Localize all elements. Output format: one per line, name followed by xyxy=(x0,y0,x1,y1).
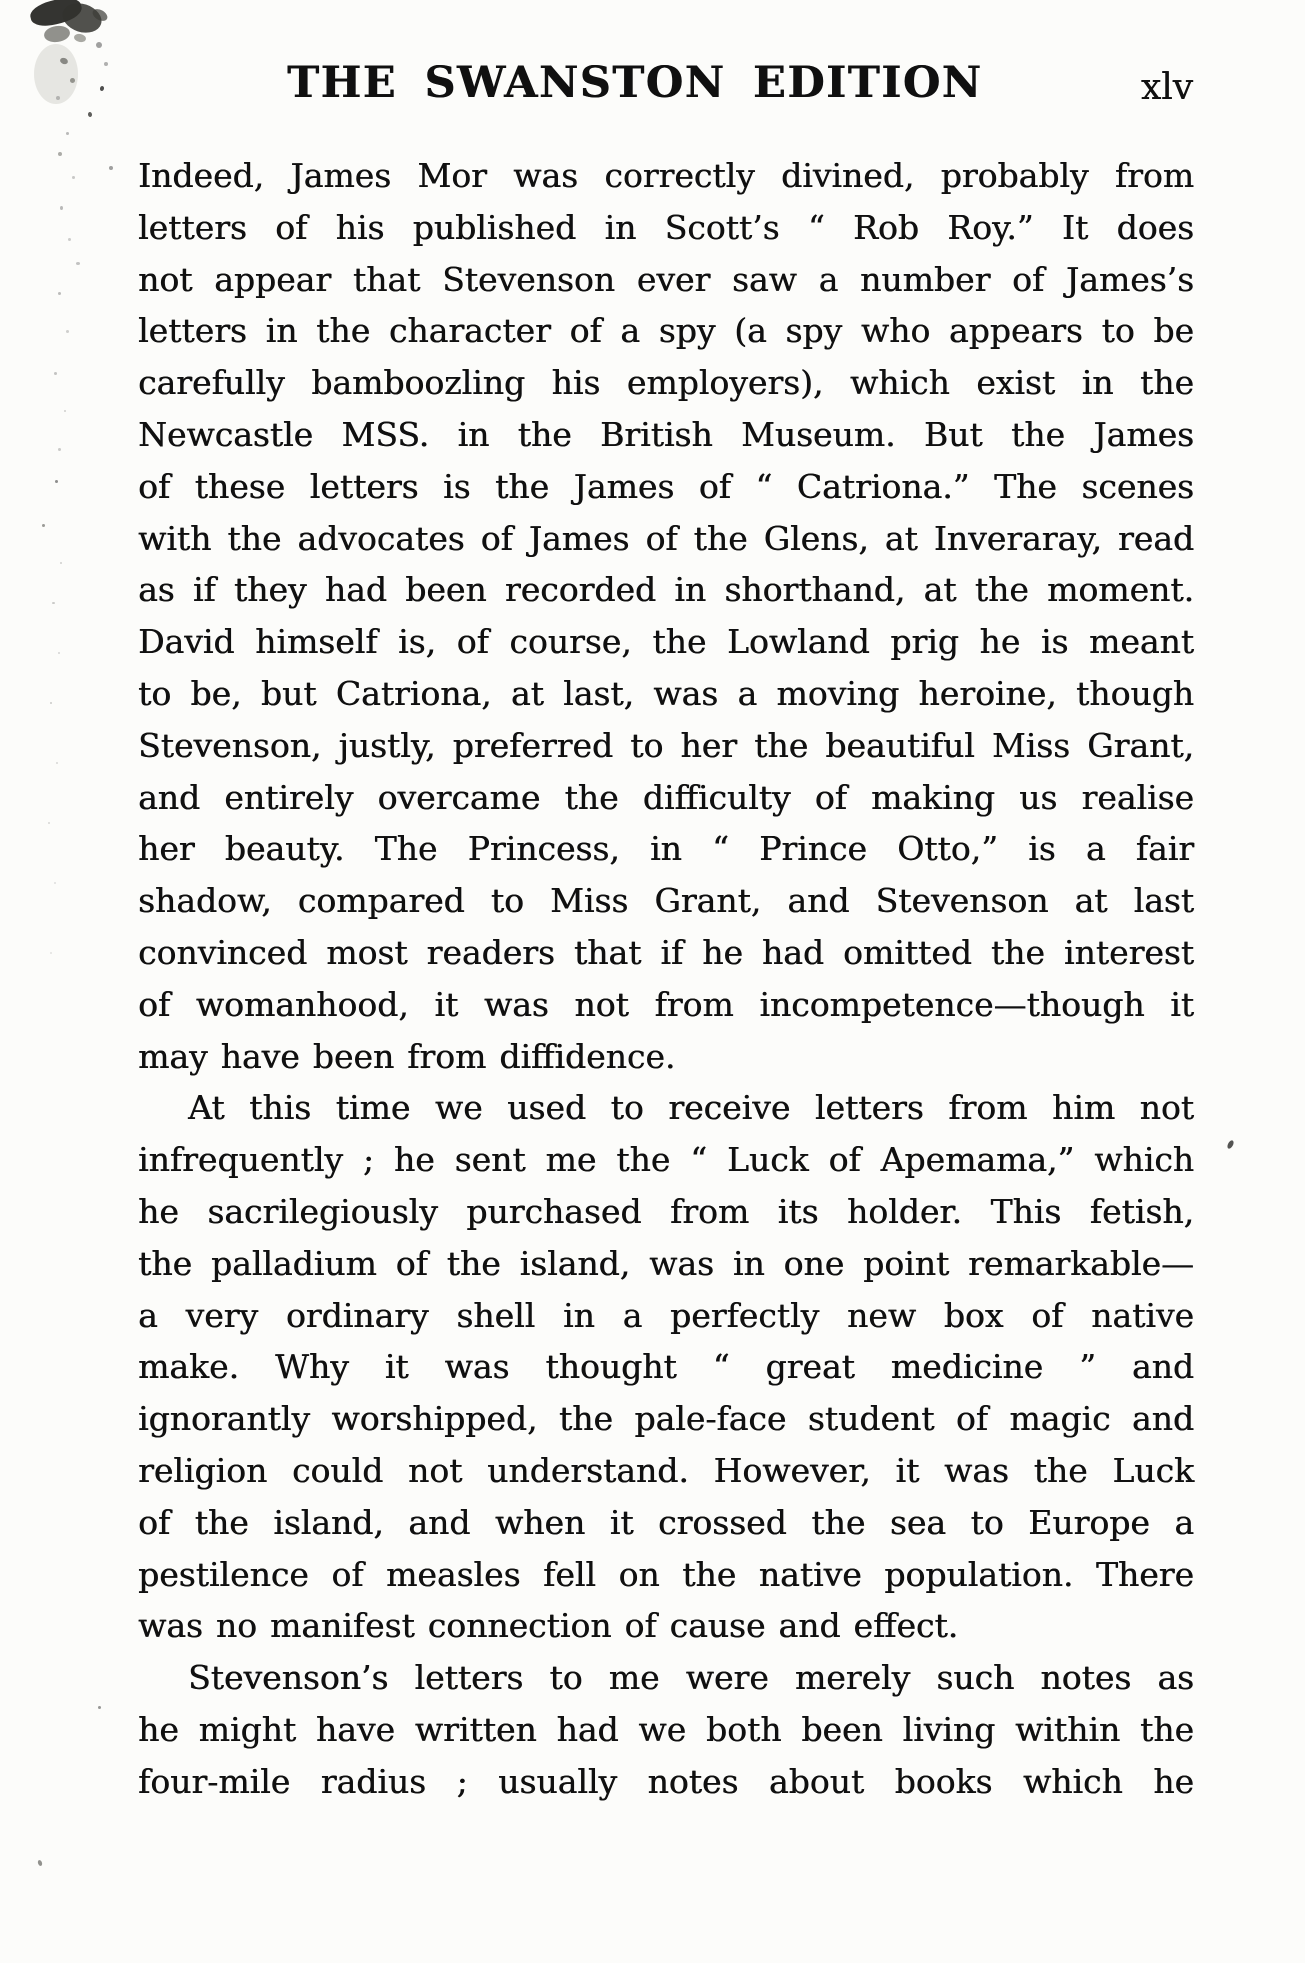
scan-speckle xyxy=(54,882,56,884)
scan-speckle xyxy=(50,952,52,954)
scan-speckle xyxy=(60,562,62,564)
text-line: carefully bamboozling his employers), which exist in the xyxy=(138,363,1194,403)
text-line: as if they had been recorded in shorthand, at the moment. xyxy=(138,570,1194,610)
scan-speckle xyxy=(98,1706,101,1709)
text-line: of these letters is the James of “ Catriona.” The scenes xyxy=(138,466,1194,506)
scan-speckle xyxy=(52,602,55,604)
text-line: infrequently ; he sent me the “ Luck of Apemama,” which xyxy=(138,1140,1194,1180)
scan-speckle xyxy=(72,176,75,179)
scan-speckle xyxy=(50,702,52,704)
scan-speckle xyxy=(64,410,66,412)
scan-speckle xyxy=(104,62,108,66)
scan-speckle xyxy=(99,86,104,92)
scan-speckle xyxy=(88,112,93,118)
text-line: Indeed, James Mor was correctly divined, probably from xyxy=(138,156,1194,195)
text-line: shadow, compared to Miss Grant, and Stevenson at last xyxy=(138,881,1194,921)
scan-speckle xyxy=(37,1859,43,1866)
text-line: pestilence of measles fell on the native population. There xyxy=(138,1554,1194,1594)
text-line: Newcastle MSS. in the British Museum. But the James xyxy=(138,414,1194,454)
text-line: he sacrilegiously purchased from its holder. This fetish, xyxy=(138,1191,1194,1231)
scan-speckle xyxy=(58,448,61,451)
paragraph xyxy=(138,150,1194,1082)
text-line: he might have written had we both been living within the xyxy=(138,1709,1194,1749)
text-line: may have been from diffidence. xyxy=(138,1036,676,1076)
text-line: to be, but Catriona, at last, was a moving heroine, though xyxy=(138,673,1194,713)
scan-speckle xyxy=(43,24,71,43)
text-line: letters in the character of a spy (a spy who appears to be xyxy=(138,311,1194,351)
scan-speckle xyxy=(58,152,62,156)
paragraph xyxy=(138,1082,1194,1652)
scan-speckle xyxy=(1226,1139,1235,1149)
scan-speckle xyxy=(70,78,75,83)
text-line: four-mile radius ; usually notes about books which he xyxy=(138,1761,1194,1801)
text-line: was no manifest connection of cause and effect. xyxy=(138,1606,959,1646)
running-header-title: THE SWANSTON EDITION xyxy=(287,58,983,108)
scan-speckle xyxy=(58,652,60,654)
scan-speckle xyxy=(66,330,69,333)
text-line: religion could not understand. However, it was the Luck xyxy=(138,1450,1194,1490)
scan-speckle xyxy=(56,762,58,764)
text-line: Stevenson’s letters to me were merely such notes as xyxy=(188,1658,1194,1698)
scan-speckle xyxy=(68,238,71,241)
text-line: ignorantly worshipped, the pale-face student of magic and xyxy=(138,1399,1194,1439)
scan-speckle xyxy=(76,262,80,265)
scan-speckle xyxy=(55,480,58,483)
scan-speckle xyxy=(34,44,78,104)
scan-speckle xyxy=(109,166,113,170)
text-line: the palladium of the island, was in one point remarkable— xyxy=(138,1243,1194,1283)
text-line: and entirely overcame the difficulty of making us realise xyxy=(138,777,1194,817)
text-line: of the island, and when it crossed the sea to Europe a xyxy=(138,1502,1194,1542)
text-line: not appear that Stevenson ever saw a number of James’s xyxy=(138,259,1194,299)
text-line: At this time we used to receive letters from him not xyxy=(188,1088,1194,1128)
scan-speckle xyxy=(48,822,50,824)
text-line: David himself is, of course, the Lowland prig he is meant xyxy=(138,622,1194,662)
text-line: letters of his published in Scott’s “ Rob Roy.” It does xyxy=(138,207,1194,247)
scan-speckle xyxy=(58,292,61,295)
page-number: xlv xyxy=(1140,67,1193,108)
scan-speckle xyxy=(54,372,57,375)
text-line: convinced most readers that if he had omitted the interest xyxy=(138,932,1194,972)
scan-speckle xyxy=(73,33,86,43)
text-line: of womanhood, it was not from incompetence—though it xyxy=(138,984,1194,1024)
text-line: a very ordinary shell in a perfectly new box of native xyxy=(138,1295,1194,1335)
scan-speckle xyxy=(60,206,63,210)
scan-speckle xyxy=(56,96,60,100)
text-line: with the advocates of James of the Glens, at Inveraray, read xyxy=(138,518,1194,558)
scan-speckle xyxy=(66,132,69,135)
text-line: Stevenson, justly, preferred to her the beautiful Miss Grant, xyxy=(138,725,1194,765)
text-line: her beauty. The Princess, in “ Prince Otto,” is a fair xyxy=(138,829,1194,869)
paragraph xyxy=(138,1652,1194,1807)
text-line: make. Why it was thought “ great medicine ” and xyxy=(138,1347,1194,1387)
scan-speckle xyxy=(96,42,102,48)
scan-speckle xyxy=(42,524,45,527)
body-text xyxy=(138,150,1194,1808)
